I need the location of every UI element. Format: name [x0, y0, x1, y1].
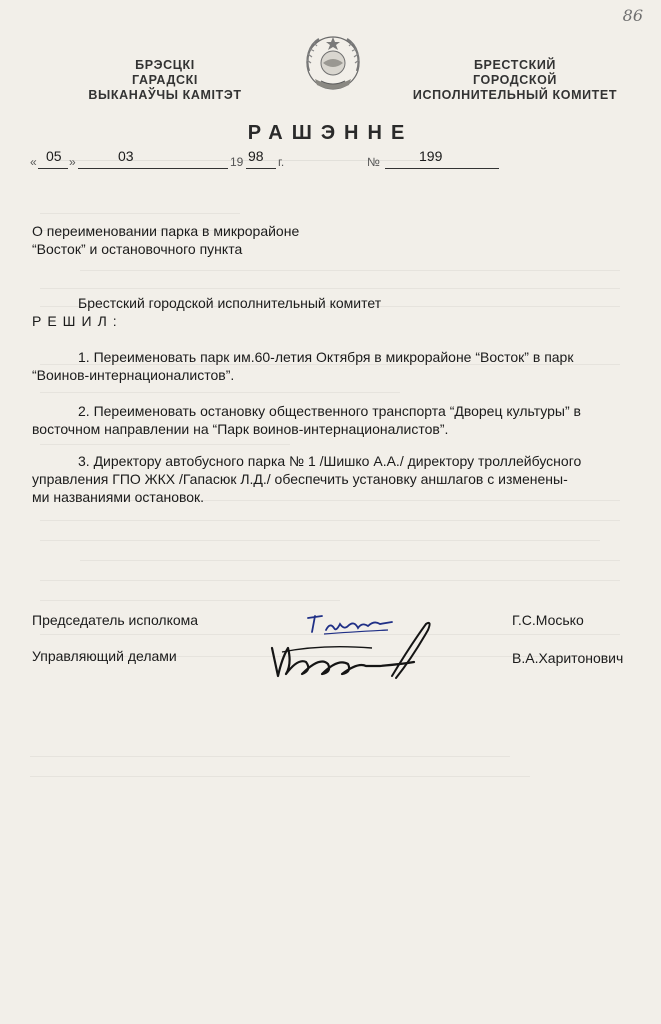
issuer-name-russian: БРЕСТСКИЙ ГОРОДСКОЙ ИСПОЛНИТЕЛЬНЫЙ КОМИТЕТ — [412, 58, 618, 102]
month-underline — [78, 150, 228, 169]
page-number: 86 — [622, 6, 643, 25]
issuer-name-belarusian: БРЭСЦКІ ГАРАДСКІ ВЫКАНАЎЧЫ КАМІТЭТ — [88, 58, 242, 102]
chair-title: Председатель исполкома — [32, 612, 199, 628]
date-close-quote: » — [69, 155, 76, 169]
date-day: 05 — [46, 148, 62, 164]
decision-item-1: 1. Переименовать парк им.60-летия Октября в микрорайоне “Восток” в парк “Воинов-интернационалистов”. — [32, 349, 574, 383]
state-emblem-icon — [301, 33, 365, 93]
document-number: 199 — [419, 148, 443, 164]
date-number-row — [0, 150, 661, 176]
manager-title: Управляющий делами — [32, 648, 177, 664]
manager-signature — [262, 618, 440, 690]
number-label: № — [367, 155, 380, 169]
decided-heading: РЕШИЛ: — [32, 313, 123, 329]
date-year: 98 — [248, 148, 264, 164]
decision-item-3: 3. Директору автобусного парка № 1 /Шишко А.А./ директору троллейбусного управления ГПО ЖКХ /Гапасюк Л.Д./ обеспечить установку аншлагов с изменены- ми названиями остановок. — [32, 453, 582, 505]
document-type-heading: РАШЭННЕ — [247, 122, 414, 144]
date-month: 03 — [118, 148, 134, 164]
year-prefix: 19 — [230, 155, 244, 169]
document-title: О переименовании парка в микрорайоне “Восток” и остановочного пункта — [32, 223, 300, 257]
issuing-authority: Брестский городской исполнительный комитет — [78, 295, 382, 311]
date-open-quote: « — [30, 155, 37, 169]
decision-item-2: 2. Переименовать остановку общественного транспорта “Дворец культуры” в восточном направлении на “Парк воинов-интернационалистов”. — [32, 403, 581, 437]
manager-name: В.А.Харитонович — [512, 650, 624, 666]
year-abbreviation: г. — [278, 155, 285, 169]
chair-name: Г.С.Мосько — [512, 612, 584, 628]
